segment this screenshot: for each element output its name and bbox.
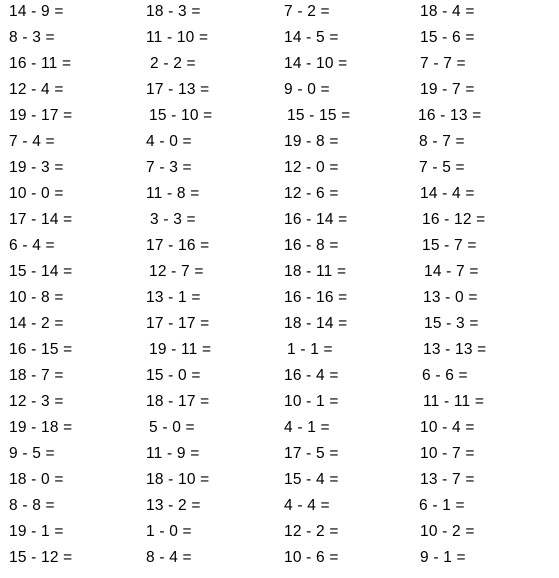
subtraction-problem: 14 - 2 =	[9, 315, 64, 332]
problem-row	[0, 233, 559, 259]
subtraction-problem: 11 - 8 =	[146, 185, 200, 202]
subtraction-problem: 11 - 10 =	[146, 29, 209, 46]
subtraction-problem: 10 - 2 =	[420, 523, 475, 540]
subtraction-problem: 14 - 10 =	[284, 55, 348, 72]
problem-row	[0, 129, 559, 155]
subtraction-problem: 14 - 9 =	[9, 3, 64, 20]
problem-row	[0, 25, 559, 51]
subtraction-problem: 8 - 7 =	[419, 133, 465, 150]
subtraction-problem: 6 - 1 =	[419, 497, 465, 514]
subtraction-problem: 3 - 3 =	[150, 211, 196, 228]
subtraction-problem: 18 - 14 =	[284, 315, 348, 332]
subtraction-problem: 10 - 4 =	[420, 419, 475, 436]
subtraction-problem: 15 - 14 =	[9, 263, 73, 280]
subtraction-problem: 10 - 6 =	[284, 549, 339, 566]
subtraction-problem: 9 - 1 =	[420, 549, 466, 566]
subtraction-problem: 12 - 7 =	[149, 263, 204, 280]
problem-row	[0, 545, 559, 571]
subtraction-problem: 15 - 0 =	[146, 367, 201, 384]
subtraction-problem: 10 - 8 =	[9, 289, 64, 306]
subtraction-problem: 18 - 3 =	[146, 3, 201, 20]
subtraction-problem: 15 - 10 =	[149, 107, 213, 124]
subtraction-problem: 7 - 7 =	[420, 55, 466, 72]
subtraction-problem: 6 - 6 =	[422, 367, 468, 384]
problem-row	[0, 155, 559, 181]
subtraction-problem: 4 - 4 =	[284, 497, 330, 514]
problem-row	[0, 337, 559, 363]
subtraction-problem: 15 - 6 =	[420, 29, 475, 46]
subtraction-problem: 6 - 4 =	[9, 237, 55, 254]
subtraction-problem: 14 - 4 =	[420, 185, 475, 202]
subtraction-problem: 19 - 11 =	[149, 341, 212, 358]
subtraction-problem: 19 - 3 =	[9, 159, 64, 176]
problem-row	[0, 103, 559, 129]
subtraction-problem: 18 - 17 =	[146, 393, 210, 410]
subtraction-problem: 16 - 14 =	[284, 211, 348, 228]
subtraction-problem: 16 - 13 =	[418, 107, 482, 124]
subtraction-problem: 5 - 0 =	[149, 419, 195, 436]
subtraction-problem: 17 - 16 =	[146, 237, 210, 254]
problem-row	[0, 441, 559, 467]
subtraction-problem: 8 - 4 =	[146, 549, 192, 566]
subtraction-problem: 13 - 2 =	[146, 497, 201, 514]
subtraction-problem: 16 - 15 =	[9, 341, 73, 358]
subtraction-problem: 18 - 10 =	[146, 471, 210, 488]
subtraction-problem: 10 - 7 =	[420, 445, 475, 462]
subtraction-problem: 17 - 14 =	[9, 211, 73, 228]
subtraction-problem: 15 - 3 =	[424, 315, 479, 332]
subtraction-problem: 14 - 5 =	[284, 29, 339, 46]
subtraction-problem: 17 - 5 =	[284, 445, 339, 462]
subtraction-problem: 17 - 13 =	[146, 81, 210, 98]
problem-row	[0, 77, 559, 103]
problem-row	[0, 493, 559, 519]
subtraction-problem: 15 - 7 =	[422, 237, 477, 254]
subtraction-problem: 11 - 11 =	[423, 393, 485, 410]
problem-row	[0, 0, 559, 25]
subtraction-problem: 7 - 3 =	[146, 159, 192, 176]
subtraction-problem: 16 - 12 =	[422, 211, 486, 228]
subtraction-problem: 4 - 0 =	[146, 133, 192, 150]
subtraction-problem: 16 - 4 =	[284, 367, 339, 384]
subtraction-problem: 9 - 5 =	[9, 445, 55, 462]
subtraction-problem: 14 - 7 =	[424, 263, 479, 280]
subtraction-problem: 15 - 12 =	[9, 549, 73, 566]
subtraction-problem: 19 - 1 =	[9, 523, 64, 540]
problem-row	[0, 285, 559, 311]
problem-row	[0, 311, 559, 337]
problem-row	[0, 467, 559, 493]
subtraction-problem: 4 - 1 =	[284, 419, 330, 436]
subtraction-problem: 9 - 0 =	[284, 81, 330, 98]
subtraction-problem: 13 - 0 =	[423, 289, 478, 306]
problem-row	[0, 259, 559, 285]
problem-row	[0, 181, 559, 207]
subtraction-problem: 7 - 5 =	[419, 159, 465, 176]
subtraction-problem: 15 - 4 =	[284, 471, 339, 488]
subtraction-problem: 1 - 1 =	[287, 341, 333, 358]
subtraction-problem: 7 - 4 =	[9, 133, 55, 150]
problem-row	[0, 519, 559, 545]
subtraction-problem: 8 - 3 =	[9, 29, 55, 46]
problem-row	[0, 389, 559, 415]
subtraction-problem: 16 - 8 =	[284, 237, 339, 254]
subtraction-problem: 18 - 4 =	[420, 3, 475, 20]
problem-row	[0, 51, 559, 77]
subtraction-problem: 13 - 1 =	[146, 289, 201, 306]
subtraction-problem: 8 - 8 =	[9, 497, 55, 514]
subtraction-problem: 11 - 9 =	[146, 445, 200, 462]
subtraction-problem: 19 - 8 =	[284, 133, 339, 150]
subtraction-problem: 12 - 0 =	[284, 159, 339, 176]
subtraction-problem: 16 - 11 =	[9, 55, 72, 72]
problem-row	[0, 207, 559, 233]
subtraction-problem: 7 - 2 =	[284, 3, 330, 20]
subtraction-problem: 2 - 2 =	[150, 55, 196, 72]
subtraction-problem: 19 - 7 =	[420, 81, 475, 98]
subtraction-problem: 10 - 1 =	[284, 393, 339, 410]
subtraction-problem: 12 - 2 =	[284, 523, 339, 540]
subtraction-problem: 1 - 0 =	[146, 523, 192, 540]
subtraction-problem: 16 - 16 =	[284, 289, 348, 306]
subtraction-problem: 15 - 15 =	[287, 107, 351, 124]
subtraction-problem: 13 - 13 =	[423, 341, 487, 358]
problem-row	[0, 363, 559, 389]
problem-row	[0, 415, 559, 441]
subtraction-problem: 12 - 4 =	[9, 81, 64, 98]
subtraction-problem: 12 - 6 =	[284, 185, 339, 202]
subtraction-problem: 13 - 7 =	[420, 471, 475, 488]
subtraction-problem: 12 - 3 =	[9, 393, 64, 410]
subtraction-problem: 18 - 7 =	[9, 367, 64, 384]
subtraction-problem: 18 - 11 =	[284, 263, 347, 280]
subtraction-problem: 18 - 0 =	[9, 471, 64, 488]
subtraction-problem: 19 - 17 =	[9, 107, 73, 124]
subtraction-problem: 10 - 0 =	[9, 185, 64, 202]
subtraction-problem: 17 - 17 =	[146, 315, 210, 332]
subtraction-problem: 19 - 18 =	[9, 419, 73, 436]
